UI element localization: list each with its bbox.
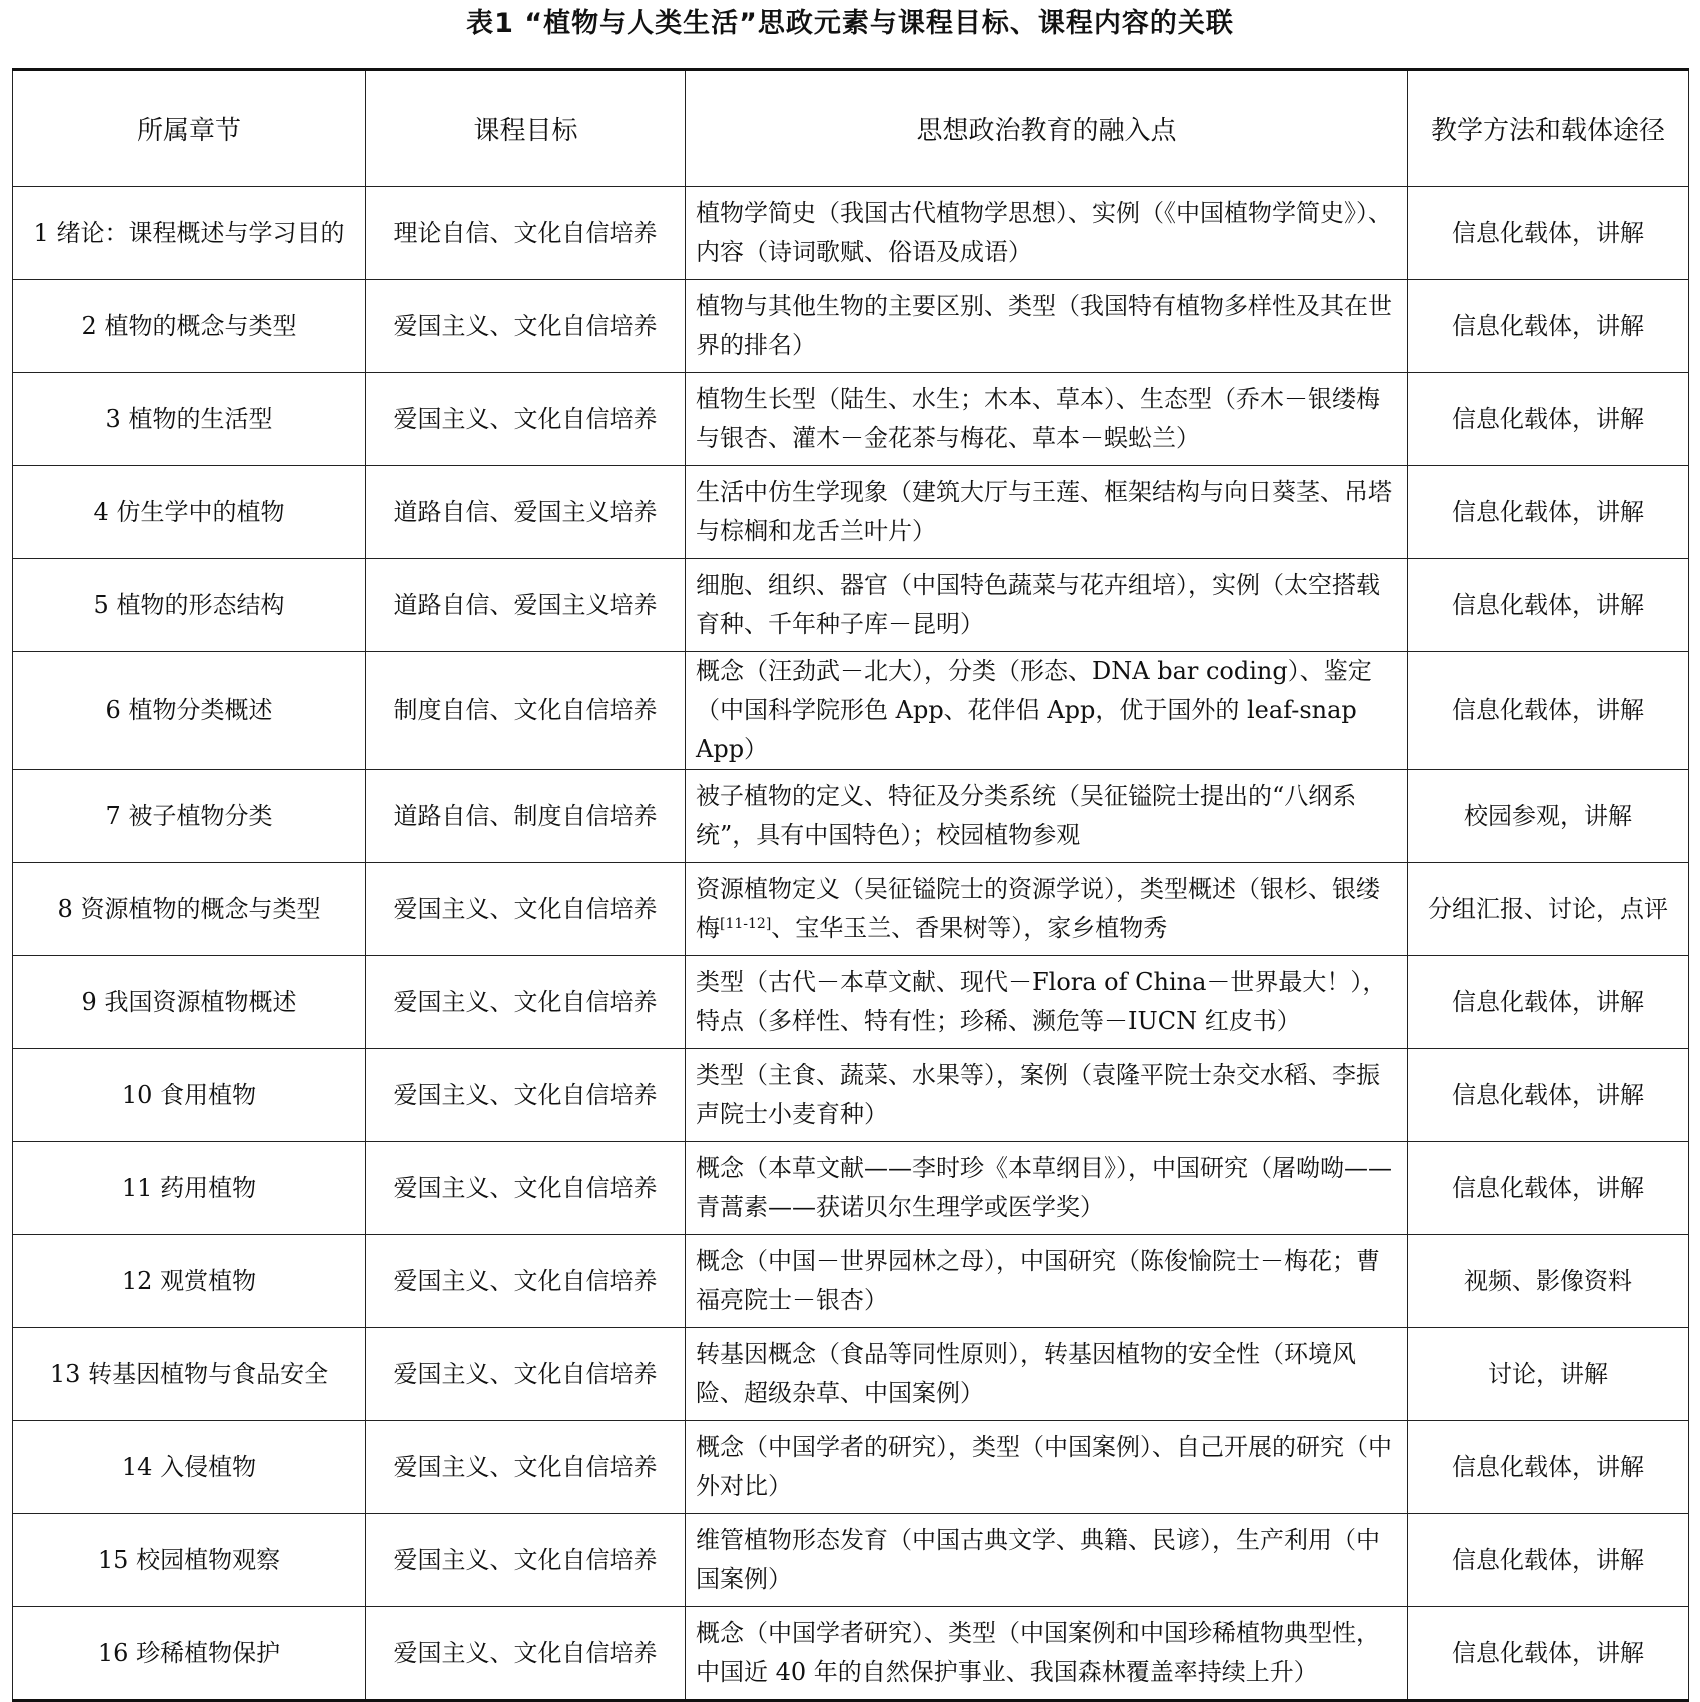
goal-cell: 爱国主义、文化自信培养: [366, 1328, 686, 1421]
table-row: [13, 956, 1689, 1049]
chapter-cell: 2 植物的概念与类型: [13, 280, 366, 373]
point-cell: 概念（中国学者研究）、类型（中国案例和中国珍稀植物典型性，中国近 40 年的自然保护事业、我国森林覆盖率持续上升）: [686, 1607, 1408, 1701]
method-cell: 信息化载体，讲解: [1408, 1049, 1689, 1142]
point-cell: 概念（中国学者的研究），类型（中国案例）、自己开展的研究（中外对比）: [686, 1421, 1408, 1514]
chapter-cell: 13 转基因植物与食品安全: [13, 1328, 366, 1421]
method-cell: 信息化载体，讲解: [1408, 466, 1689, 559]
method-cell: 信息化载体，讲解: [1408, 373, 1689, 466]
table-row: [13, 863, 1689, 956]
point-cell: 类型（古代－本草文献、现代－Flora of China－世界最大！），特点（多样性、特有性；珍稀、濒危等－IUCN 红皮书）: [686, 956, 1408, 1049]
goal-cell: 道路自信、爱国主义培养: [366, 466, 686, 559]
table-row: [13, 1328, 1689, 1421]
method-cell: 信息化载体，讲解: [1408, 1607, 1689, 1701]
table-row: [13, 770, 1689, 863]
chapter-cell: 9 我国资源植物概述: [13, 956, 366, 1049]
header-point: 思想政治教育的融入点: [686, 70, 1408, 187]
goal-cell: 爱国主义、文化自信培养: [366, 1049, 686, 1142]
method-cell: 信息化载体，讲解: [1408, 652, 1689, 770]
goal-cell: 爱国主义、文化自信培养: [366, 1607, 686, 1701]
table-header-row: [13, 70, 1689, 187]
table-row: [13, 559, 1689, 652]
table-row: [13, 373, 1689, 466]
table-row: [13, 187, 1689, 280]
point-text-part: 、宝华玉兰、香果树等），家乡植物秀: [771, 914, 1168, 942]
point-cell: 转基因概念（食品等同性原则），转基因植物的安全性（环境风险、超级杂草、中国案例）: [686, 1328, 1408, 1421]
table-row: [13, 1607, 1689, 1701]
point-cell: 概念（本草文献——李时珍《本草纲目》），中国研究（屠呦呦——青蒿素——获诺贝尔生理学或医学奖）: [686, 1142, 1408, 1235]
chapter-cell: 14 入侵植物: [13, 1421, 366, 1514]
point-cell: 植物与其他生物的主要区别、类型（我国特有植物多样性及其在世界的排名）: [686, 280, 1408, 373]
point-cell: 植物学简史（我国古代植物学思想）、实例（《中国植物学简史》）、内容（诗词歌赋、俗语及成语）: [686, 187, 1408, 280]
point-cell: 细胞、组织、器官（中国特色蔬菜与花卉组培），实例（太空搭载育种、千年种子库－昆明）: [686, 559, 1408, 652]
chapter-cell: 16 珍稀植物保护: [13, 1607, 366, 1701]
goal-cell: 爱国主义、文化自信培养: [366, 863, 686, 956]
chapter-cell: 7 被子植物分类: [13, 770, 366, 863]
header-chapter: 所属章节: [13, 70, 366, 187]
header-method: 教学方法和载体途径: [1408, 70, 1689, 187]
table-row: [13, 1421, 1689, 1514]
point-cell: [686, 863, 1408, 956]
table-row: [13, 652, 1689, 770]
table-row: [13, 1235, 1689, 1328]
goal-cell: 制度自信、文化自信培养: [366, 652, 686, 770]
point-cell: 概念（中国－世界园林之母），中国研究（陈俊愉院士－梅花；曹福亮院士－银杏）: [686, 1235, 1408, 1328]
point-cell: 概念（汪劲武－北大），分类（形态、DNA bar coding）、鉴定（中国科学院形色 App、花伴侣 App，优于国外的 leaf-snap App）: [686, 652, 1408, 770]
goal-cell: 爱国主义、文化自信培养: [366, 956, 686, 1049]
goal-cell: 爱国主义、文化自信培养: [366, 373, 686, 466]
chapter-cell: 11 药用植物: [13, 1142, 366, 1235]
table-caption: 表1 “植物与人类生活”思政元素与课程目标、课程内容的关联: [466, 8, 1234, 39]
chapter-cell: 12 观赏植物: [13, 1235, 366, 1328]
method-cell: 信息化载体，讲解: [1408, 1142, 1689, 1235]
method-cell: 信息化载体，讲解: [1408, 1421, 1689, 1514]
method-cell: 信息化载体，讲解: [1408, 187, 1689, 280]
method-cell: 分组汇报、讨论，点评: [1408, 863, 1689, 956]
method-cell: 信息化载体，讲解: [1408, 559, 1689, 652]
chapter-cell: 4 仿生学中的植物: [13, 466, 366, 559]
chapter-cell: 3 植物的生活型: [13, 373, 366, 466]
point-cell: 维管植物形态发育（中国古典文学、典籍、民谚），生产利用（中国案例）: [686, 1514, 1408, 1607]
method-cell: 视频、影像资料: [1408, 1235, 1689, 1328]
point-cell: 类型（主食、蔬菜、水果等），案例（袁隆平院士杂交水稻、李振声院士小麦育种）: [686, 1049, 1408, 1142]
point-cell: 植物生长型（陆生、水生；木本、草本）、生态型（乔木－银缕梅与银杏、灌木－金花茶与梅花、草本－蜈蚣兰）: [686, 373, 1408, 466]
chapter-cell: 6 植物分类概述: [13, 652, 366, 770]
chapter-cell: 8 资源植物的概念与类型: [13, 863, 366, 956]
goal-cell: 爱国主义、文化自信培养: [366, 1235, 686, 1328]
method-cell: 信息化载体，讲解: [1408, 956, 1689, 1049]
method-cell: 校园参观，讲解: [1408, 770, 1689, 863]
table-row: [13, 1514, 1689, 1607]
point-text-part: 资源植物定义（吴征镒院士的资源学说），类型概述（银杉、银缕梅: [696, 875, 1380, 942]
course-table: [12, 68, 1689, 1702]
point-cell: 被子植物的定义、特征及分类系统（吴征镒院士提出的“八纲系统”，具有中国特色）；校园植物参观: [686, 770, 1408, 863]
goal-cell: 爱国主义、文化自信培养: [366, 280, 686, 373]
method-cell: 信息化载体，讲解: [1408, 1514, 1689, 1607]
citation-ref: [11-12]: [720, 916, 772, 932]
point-cell: 生活中仿生学现象（建筑大厅与王莲、框架结构与向日葵茎、吊塔与棕榈和龙舌兰叶片）: [686, 466, 1408, 559]
table-row: [13, 1049, 1689, 1142]
goal-cell: 爱国主义、文化自信培养: [366, 1421, 686, 1514]
method-cell: 讨论，讲解: [1408, 1328, 1689, 1421]
chapter-cell: 15 校园植物观察: [13, 1514, 366, 1607]
goal-cell: 爱国主义、文化自信培养: [366, 1514, 686, 1607]
chapter-cell: 5 植物的形态结构: [13, 559, 366, 652]
chapter-cell: 10 食用植物: [13, 1049, 366, 1142]
header-goal: 课程目标: [366, 70, 686, 187]
method-cell: 信息化载体，讲解: [1408, 280, 1689, 373]
goal-cell: 理论自信、文化自信培养: [366, 187, 686, 280]
table-row: [13, 1142, 1689, 1235]
table-row: [13, 466, 1689, 559]
goal-cell: 道路自信、制度自信培养: [366, 770, 686, 863]
goal-cell: 爱国主义、文化自信培养: [366, 1142, 686, 1235]
goal-cell: 道路自信、爱国主义培养: [366, 559, 686, 652]
table-row: [13, 280, 1689, 373]
chapter-cell: 1 绪论：课程概述与学习目的: [13, 187, 366, 280]
